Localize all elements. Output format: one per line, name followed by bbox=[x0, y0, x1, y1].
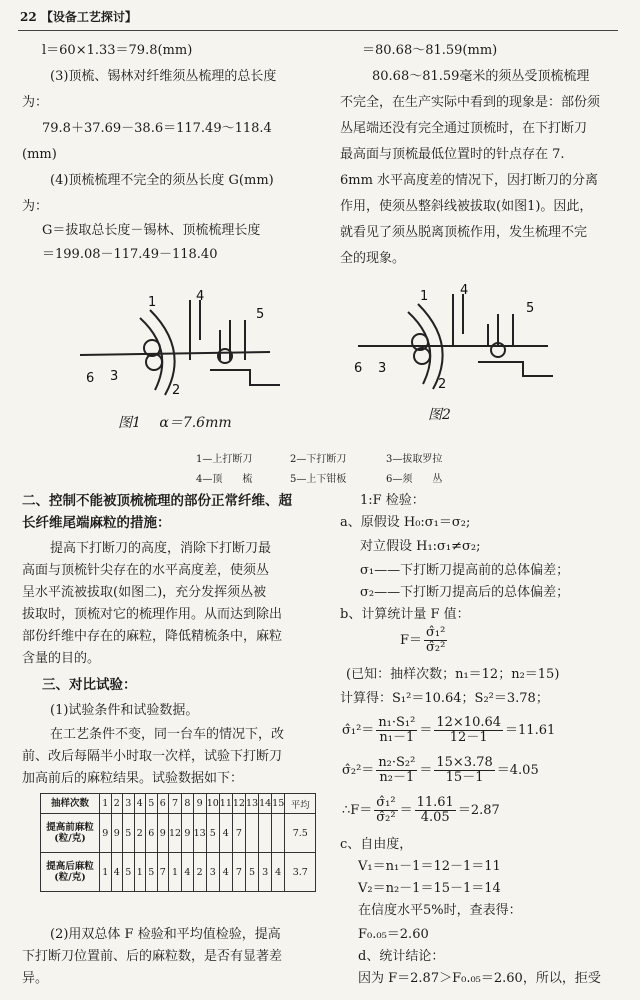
row-label-line: 提高前麻粒 bbox=[46, 822, 94, 833]
table-col-header: 14 bbox=[259, 794, 272, 814]
para-line: 含量的目的。 bbox=[22, 651, 101, 666]
fraction-numerator: 15×3.78 bbox=[436, 755, 493, 770]
fraction-numerator: n₁·S₁² bbox=[378, 715, 416, 730]
figure-1-caption bbox=[118, 412, 232, 432]
top-comb bbox=[453, 294, 463, 346]
eq-result: ＝4.05 bbox=[496, 763, 539, 778]
table-col-header: 13 bbox=[245, 794, 258, 814]
fraction bbox=[376, 716, 417, 745]
top-comb bbox=[190, 300, 200, 360]
figure-1-drawing bbox=[70, 290, 300, 400]
conclusion-line: 因为 F＝2.87＞F₀.₀₅＝2.60，所以，拒受 bbox=[358, 971, 601, 986]
row-label-line: 提高后麻粒 bbox=[46, 861, 94, 872]
para-line: 为： bbox=[22, 95, 49, 110]
table-cell: 7 bbox=[232, 853, 245, 892]
table-col-header: 3 bbox=[123, 794, 135, 814]
table-cell: 3 bbox=[206, 853, 219, 892]
table-cell bbox=[272, 814, 285, 853]
nipper-base bbox=[210, 370, 280, 385]
para-line: 前、改后每隔半小时取一次样，试验下打断刀 bbox=[22, 749, 283, 764]
para-line: 最高面与顶梳最低位置时的针点存在 7. bbox=[340, 147, 565, 162]
f-test-heading: 1:F 检验： bbox=[360, 493, 425, 508]
table-cell: 5 bbox=[245, 853, 258, 892]
nipper-base bbox=[478, 362, 553, 376]
fig1-label-4: 4 bbox=[196, 290, 205, 304]
f-definition bbox=[400, 626, 449, 655]
table-cell: 3 bbox=[259, 853, 272, 892]
para-line: 加高前后的麻粒结果。试验数据如下： bbox=[22, 771, 244, 786]
table-cell: 12 bbox=[169, 814, 182, 853]
table-cell: 1 bbox=[169, 853, 182, 892]
fig2-label-3: 3 bbox=[378, 361, 387, 376]
legend-item: 1—上打断刀 bbox=[196, 454, 253, 465]
hypothesis-alt: 对立假设 H₁:σ₁≠σ₂; bbox=[360, 539, 481, 554]
sigma1-def: σ₁——下打断刀提高前的总体偏差； bbox=[360, 563, 570, 578]
legend-item: 5—上下钳板 bbox=[290, 474, 347, 485]
para-line: 在工艺条件不变，同一台车的情况下，改 bbox=[50, 727, 285, 742]
table-header-row bbox=[41, 794, 316, 814]
table-cell: 6 bbox=[146, 814, 158, 853]
table-cell: 9 bbox=[111, 814, 123, 853]
eq-lhs: σ̂₂²＝ bbox=[342, 763, 375, 778]
dof-v2: V₂＝n₂－1＝15－1＝14 bbox=[358, 881, 501, 896]
para-line: 80.68～81.59毫米的须丛受顶梳梳理 bbox=[372, 69, 590, 84]
fig2-label-4: 4 bbox=[460, 284, 469, 298]
table-cell: 4 bbox=[219, 814, 232, 853]
equation-sigma1 bbox=[342, 716, 555, 745]
eq-result: ＝11.61 bbox=[505, 723, 556, 738]
para-line: 不完全，在生产实际中看到的现象是：部份须 bbox=[340, 95, 601, 110]
para-line: 高面与顶梳针尖存在的水平高度差，使须丛 bbox=[22, 563, 270, 578]
figure-2-caption: 图2 bbox=[428, 407, 451, 423]
table-cell: 4 bbox=[182, 853, 194, 892]
fraction-denominator: n₁－1 bbox=[379, 730, 415, 745]
table-col-header: 8 bbox=[182, 794, 194, 814]
table-col-header: 9 bbox=[193, 794, 206, 814]
table-row-label bbox=[41, 853, 100, 892]
fig2-label-6: 6 bbox=[354, 361, 363, 376]
para-line: 呈水平流被拔取(如图二)，充分发挥须丛被 bbox=[22, 585, 267, 600]
fraction-numerator: n₂·S₂² bbox=[378, 755, 416, 770]
conclusion-heading: d、统计结论： bbox=[358, 949, 445, 964]
header-rule bbox=[18, 30, 618, 31]
table-cell bbox=[259, 814, 272, 853]
table-col-header: 12 bbox=[232, 794, 245, 814]
table-col-header: 4 bbox=[134, 794, 146, 814]
fraction bbox=[424, 626, 447, 655]
compute-f-heading: b、计算统计量 F 值： bbox=[340, 607, 470, 622]
table-col-header: 11 bbox=[219, 794, 232, 814]
fig1-label-1: 1 bbox=[148, 295, 157, 310]
formula-g: G＝拔取总长度－锡林、顶梳梳理长度 bbox=[42, 223, 261, 238]
legend-item: 6—须 丛 bbox=[386, 474, 443, 485]
table-col-header: 5 bbox=[146, 794, 158, 814]
fraction-denominator: 12－1 bbox=[449, 730, 488, 745]
para-line: 下打断刀位置前、后的麻粒数，是否有显著差 bbox=[22, 949, 283, 964]
hypothesis-null: a、原假设 H₀:σ₁＝σ₂; bbox=[340, 515, 471, 530]
table-cell: 4 bbox=[219, 853, 232, 892]
fig2-label-2: 2 bbox=[438, 377, 447, 392]
legend-item: 4—顶 梳 bbox=[196, 474, 253, 485]
table-row bbox=[41, 853, 316, 892]
table-cell: 7 bbox=[232, 814, 245, 853]
table-cell: 5 bbox=[123, 853, 135, 892]
table-cell-average: 7.5 bbox=[285, 814, 316, 853]
table-cell: 9 bbox=[157, 814, 169, 853]
para-line: 异。 bbox=[22, 971, 49, 986]
table-col-header-average: 平均 bbox=[285, 794, 316, 814]
table-cell: 2 bbox=[193, 853, 206, 892]
para-line: 提高下打断刀的高度，消除下打断刀最 bbox=[50, 541, 272, 556]
table-cell: 4 bbox=[272, 853, 285, 892]
section-heading-3: 三、对比试验： bbox=[42, 677, 137, 693]
eq-lhs: ∴F＝ bbox=[342, 803, 373, 818]
section-title: 【设备工艺探讨】 bbox=[40, 10, 137, 24]
equation-f-value bbox=[342, 796, 500, 825]
eq-sign: ＝ bbox=[419, 723, 433, 738]
table-col-header: 15 bbox=[272, 794, 285, 814]
table-cell: 9 bbox=[182, 814, 194, 853]
formula-line: 79.8＋37.69－38.6＝117.49～118.4 bbox=[42, 121, 272, 136]
para-line: (2)用双总体 F 检验和平均值检验，提高 bbox=[50, 927, 281, 942]
table-cell: 5 bbox=[206, 814, 219, 853]
fraction bbox=[434, 716, 503, 745]
legend-item: 2—下打断刀 bbox=[290, 454, 347, 465]
table-row bbox=[41, 814, 316, 853]
para-line: 为： bbox=[22, 199, 49, 214]
para-line: (4)顶梳梳理不完全的须丛长度 G(mm) bbox=[50, 173, 274, 188]
fraction-numerator: σ̂₁² bbox=[376, 795, 396, 810]
eq-sign: ＝ bbox=[399, 803, 413, 818]
eq-sign: ＝ bbox=[419, 763, 433, 778]
known-sample-sizes: (已知：抽样次数；n₁＝12；n₂＝15) bbox=[346, 667, 560, 682]
row-label-unit: (粒/克) bbox=[54, 872, 86, 883]
section-heading-2-cont: 长纤维尾端麻粒的措施： bbox=[22, 515, 171, 531]
formula-g-value: ＝199.08－117.49－118.40 bbox=[42, 247, 218, 262]
eq-result: ＝2.87 bbox=[457, 803, 500, 818]
para-line: 拔取时，顶梳对它的梳理作用。从而达到除出 bbox=[22, 607, 283, 622]
table-header-label: 抽样次数 bbox=[41, 794, 100, 814]
table-cell: 1 bbox=[134, 853, 146, 892]
para-line: 全的现象。 bbox=[340, 251, 406, 266]
eq-lhs: F＝ bbox=[400, 633, 423, 648]
computed-variances: 计算得：S₁²＝10.64；S₂²＝3.78； bbox=[340, 691, 549, 706]
fig2-label-5: 5 bbox=[526, 301, 535, 316]
equation-sigma2 bbox=[342, 756, 539, 785]
nipper-plates bbox=[488, 314, 513, 346]
fraction bbox=[434, 756, 494, 785]
fraction bbox=[376, 756, 417, 785]
fraction-numerator: σ̂₁² bbox=[426, 625, 446, 640]
table-cell: 13 bbox=[193, 814, 206, 853]
table-cell: 5 bbox=[146, 853, 158, 892]
table-col-header: 1 bbox=[100, 794, 112, 814]
fraction-denominator: 4.05 bbox=[420, 810, 450, 825]
table-cell bbox=[245, 814, 258, 853]
figure-1-title: 图1 bbox=[118, 415, 141, 431]
table-cell: 1 bbox=[100, 853, 112, 892]
table-cell-average: 3.7 bbox=[285, 853, 316, 892]
running-header bbox=[20, 8, 137, 25]
para-line: (1)试验条件和试验数据。 bbox=[50, 703, 199, 718]
formula-result: ＝80.68～81.59(mm) bbox=[362, 43, 498, 58]
row-label-unit: (粒/克) bbox=[54, 833, 86, 844]
fraction bbox=[415, 796, 456, 825]
table-cell: 2 bbox=[134, 814, 146, 853]
figure-2-drawing bbox=[348, 284, 568, 394]
dof-heading: c、自由度， bbox=[340, 837, 413, 852]
table-cell: 9 bbox=[100, 814, 112, 853]
fig1-label-6: 6 bbox=[86, 371, 95, 386]
figure-1-parameter: α＝7.6mm bbox=[159, 415, 232, 431]
para-line: (3)顶梳、锡林对纤维须丛梳理的总长度 bbox=[50, 69, 277, 84]
fraction-numerator: 11.61 bbox=[416, 795, 454, 810]
para-line: 6mm 水平高度差的情况下，因打断刀的分离 bbox=[340, 173, 599, 188]
fig1-label-3: 3 bbox=[110, 369, 119, 384]
para-line: 就看见了须丛脱离顶梳作用，发生梳理不完 bbox=[340, 225, 588, 240]
para-line: 作用，使须丛整斜线被拔取(如图1)。因此， bbox=[340, 199, 593, 214]
page-number: 22 bbox=[20, 10, 37, 24]
fraction-denominator: n₂－1 bbox=[379, 770, 415, 785]
fig1-label-2: 2 bbox=[172, 383, 181, 398]
table-row-label bbox=[41, 814, 100, 853]
fraction-denominator: σ̂₂² bbox=[376, 810, 396, 825]
significance-note: 在信度水平5%时，查表得： bbox=[358, 903, 522, 918]
table-cell: 5 bbox=[123, 814, 135, 853]
table-col-header: 6 bbox=[157, 794, 169, 814]
legend-item: 3—拔取罗拉 bbox=[386, 454, 443, 465]
section-heading-2: 二、控制不能被顶梳梳理的部份正常纤维、超 bbox=[22, 493, 292, 509]
fraction bbox=[374, 796, 397, 825]
fraction-denominator: σ̂₂² bbox=[426, 640, 446, 655]
table-col-header: 2 bbox=[111, 794, 123, 814]
formula-unit: (mm) bbox=[22, 147, 57, 162]
sigma2-def: σ₂——下打断刀提高后的总体偏差； bbox=[360, 585, 570, 600]
fraction-denominator: 15－1 bbox=[445, 770, 484, 785]
sample-data-table bbox=[40, 793, 316, 892]
table-cell: 7 bbox=[157, 853, 169, 892]
table-col-header: 10 bbox=[206, 794, 219, 814]
eq-lhs: σ̂₁²＝ bbox=[342, 723, 375, 738]
fig2-label-1: 1 bbox=[420, 289, 429, 304]
table-col-header: 7 bbox=[169, 794, 182, 814]
para-line: 部份纤维中存在的麻粒，降低精梳条中，麻粒 bbox=[22, 629, 283, 644]
fraction-numerator: 12×10.64 bbox=[436, 715, 502, 730]
critical-value: F₀.₀₅＝2.60 bbox=[358, 927, 429, 942]
table-cell: 4 bbox=[111, 853, 123, 892]
fig1-label-5: 5 bbox=[256, 307, 265, 322]
para-line: 丛尾端还没有完全通过顶梳时，在下打断刀 bbox=[340, 121, 588, 136]
dof-v1: V₁＝n₁－1＝12－1＝11 bbox=[358, 859, 501, 874]
formula-l: l＝60×1.33＝79.8(mm) bbox=[42, 43, 193, 58]
